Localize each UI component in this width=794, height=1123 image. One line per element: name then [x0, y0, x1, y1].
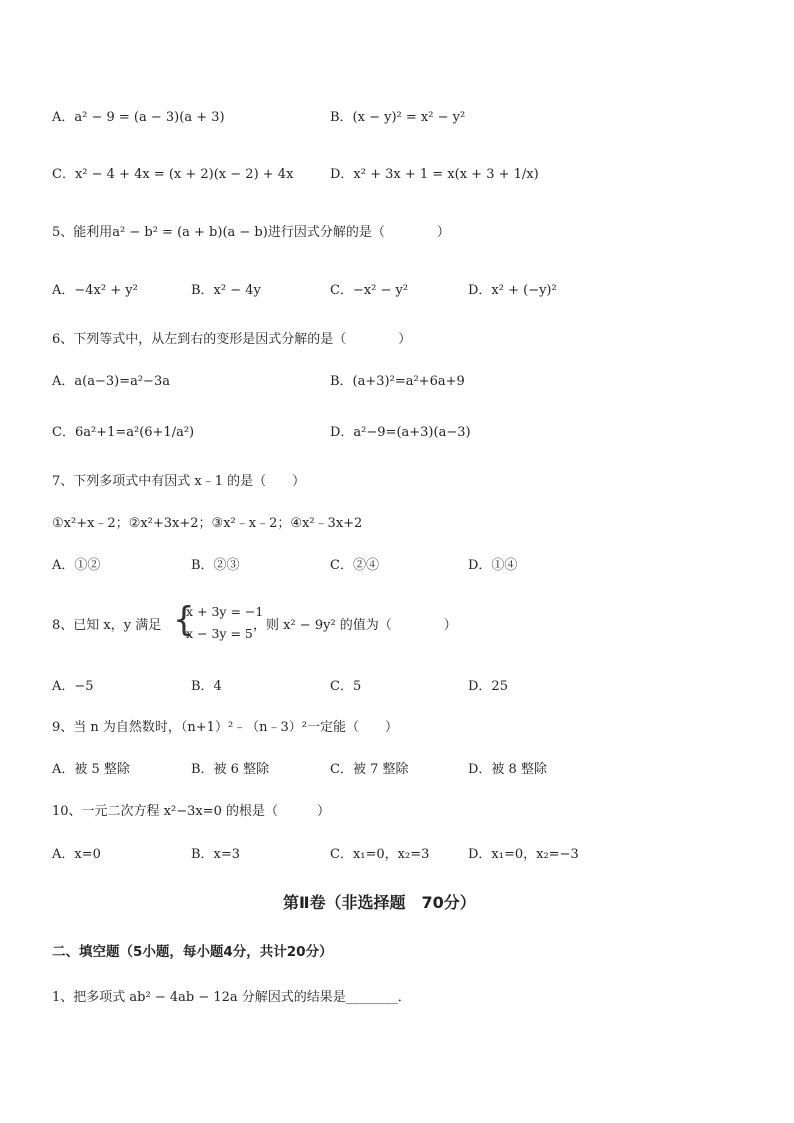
q7-option-d: D．①④: [468, 558, 518, 573]
q5-stem: 5、能利用a² − b² = (a + b)(a − b)进行因式分解的是（ ）: [52, 225, 450, 240]
q6-option-b: B．(a+3)²=a²+6a+9: [330, 374, 465, 389]
q8-system-brace: {: [173, 600, 195, 640]
q4-option-d: D．x² + 3x + 1 = x(x + 3 + 1/x): [330, 167, 539, 182]
q10-option-c: C．x₁=0，x₂=3: [330, 847, 430, 862]
q10-option-b: B．x=3: [191, 847, 241, 862]
q5-option-c: C．−x² − y²: [330, 283, 409, 298]
q9-stem: 9、当 n 为自然数时，（n+1）²﹣（n﹣3）²一定能（ ）: [52, 720, 399, 735]
section-fill-in-title: 二、填空题（5小题，每小题4分，共计20分）: [52, 944, 333, 960]
q4-option-b: B．(x − y)² = x² − y²: [330, 110, 466, 125]
q5-option-b: B．x² − 4y: [191, 283, 261, 298]
part-two-title: 第Ⅱ卷（非选择题 70分）: [283, 893, 476, 912]
q10-option-d: D．x₁=0，x₂=−3: [468, 847, 579, 862]
q9-option-a: A．被 5 整除: [52, 762, 130, 777]
q8-equation-1: x + 3y = −1: [186, 604, 264, 619]
q8-option-d: D．25: [468, 679, 508, 694]
q8-stem-pre: 8、已知 x，y 满足: [52, 618, 162, 633]
q6-option-c: C．6a²+1=a²(6+1/a²): [52, 425, 195, 440]
q7-option-b: B．②③: [191, 558, 240, 573]
q8-equation-2: x − 3y = 5: [186, 626, 253, 641]
q7-option-a: A．①②: [52, 558, 101, 573]
q6-option-d: D．a²−9=(a+3)(a−3): [330, 425, 471, 440]
q5-option-d: D．x² + (−y)²: [468, 283, 557, 298]
q7-stem: 7、下列多项式中有因式 x﹣1 的是（ ）: [52, 474, 306, 489]
fill-question-1: 1、把多项式 ab² − 4ab − 12a 分解因式的结果是________．: [52, 990, 411, 1005]
q8-option-b: B．4: [191, 679, 222, 694]
q9-option-c: C．被 7 整除: [330, 762, 409, 777]
q7-items: ①x²+x﹣2；②x²+3x+2；③x²﹣x﹣2；④x²﹣3x+2: [52, 516, 363, 531]
q9-option-b: B．被 6 整除: [191, 762, 270, 777]
q5-option-a: A．−4x² + y²: [52, 283, 138, 298]
q7-option-c: C．②④: [330, 558, 379, 573]
q8-option-c: C．5: [330, 679, 362, 694]
q10-stem: 10、一元二次方程 x²−3x=0 的根是（ ）: [52, 804, 331, 819]
q4-option-c: C．x² − 4 + 4x = (x + 2)(x − 2) + 4x: [52, 167, 294, 182]
q9-option-d: D．被 8 整除: [468, 762, 547, 777]
q10-option-a: A．x=0: [52, 847, 101, 862]
q8-option-a: A．−5: [52, 679, 94, 694]
q8-stem-post: ，则 x² − 9y² 的值为（ ）: [253, 618, 457, 633]
q4-option-a: A．a² − 9 = (a − 3)(a + 3): [52, 110, 225, 125]
q6-option-a: A．a(a−3)=a²−3a: [52, 374, 170, 389]
q6-stem: 6、下列等式中，从左到右的变形是因式分解的是（ ）: [52, 332, 412, 347]
